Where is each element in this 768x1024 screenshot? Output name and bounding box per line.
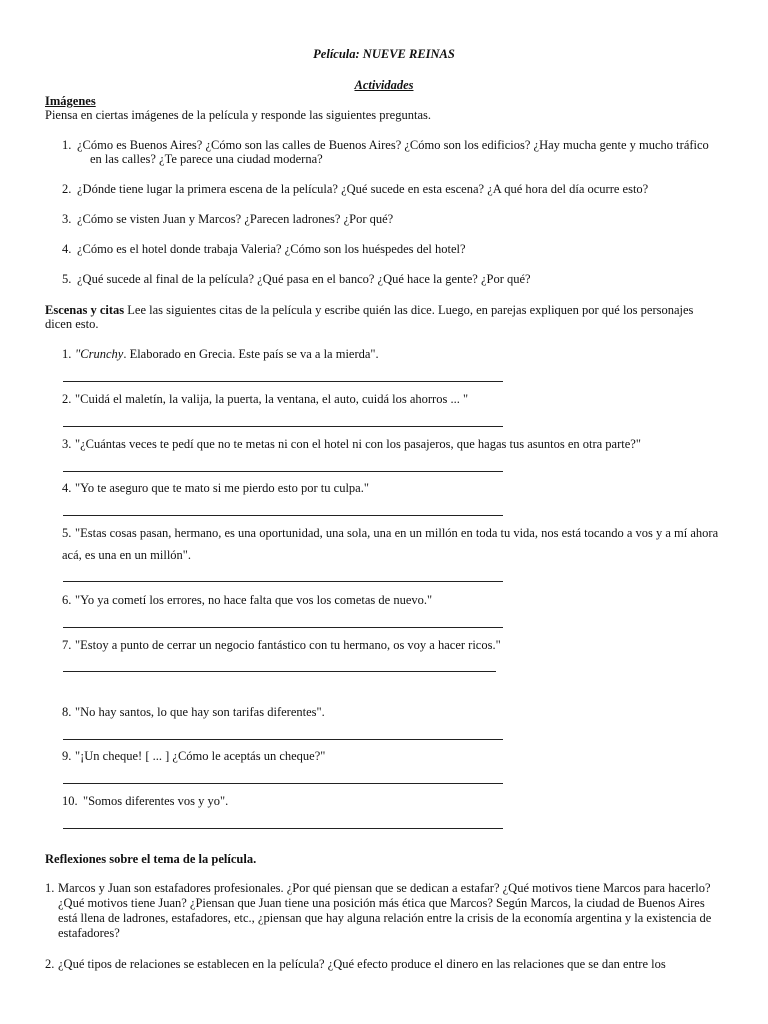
imagenes-question-text: ¿Cómo se visten Juan y Marcos? ¿Parecen ladrones? ¿Por qué? [77, 212, 394, 226]
reflexion-text: estafadores? [58, 926, 120, 940]
reflexion-number: 2. [45, 957, 55, 971]
answer-line[interactable] [63, 515, 503, 516]
quote-text: acá, es una en un millón". [62, 548, 192, 562]
quote-text: "Cuidá el maletín, la valija, la puerta, la ventana, el auto, cuidá los ahorros ... " [75, 392, 469, 406]
imagenes-question-text: ¿Qué sucede al final de la película? ¿Qué pasa en el banco? ¿Qué hace la gente? ¿Por qué? [77, 272, 531, 286]
quote-number: 1. [62, 347, 72, 361]
answer-line[interactable] [63, 671, 496, 672]
quote-text: "Yo te aseguro que te mato si me pierdo esto por tu culpa." [75, 481, 369, 495]
page-subtitle: Actividades [354, 78, 414, 92]
answer-line[interactable] [63, 581, 503, 582]
quote-italic-word: "Crunchy [75, 347, 124, 361]
answer-line[interactable] [63, 471, 503, 472]
quote-number: 3. [62, 437, 72, 451]
quote-number: 5. [62, 526, 72, 540]
quote-number: 10. [62, 794, 78, 808]
imagenes-question-number: 3. [62, 212, 72, 226]
reflexion-text: ¿Qué tipos de relaciones se establecen en la película? ¿Qué efecto produce el dinero en las relaciones que se dan entre los [58, 957, 666, 971]
reflexion-number: 1. [45, 881, 55, 895]
imagenes-question-text: ¿Cómo es el hotel donde trabaja Valeria? ¿Cómo son los huéspedes del hotel? [77, 242, 466, 256]
reflexion-text: Marcos y Juan son estafadores profesionales. ¿Por qué piensan que se dedican a estafar? ¿Qué motivos tiene Marcos para hacerlo? [58, 881, 711, 895]
imagenes-question-text: en las calles? ¿Te parece una ciudad moderna? [90, 152, 323, 166]
quote-text: "Yo ya cometí los errores, no hace falta que vos los cometas de nuevo." [75, 593, 433, 607]
answer-line[interactable] [63, 739, 503, 740]
quote-number: 7. [62, 638, 72, 652]
escenas-intro-text: Lee las siguientes citas de la película y escribe quién las dice. Luego, en parejas expliquen por qué los personajes [127, 303, 694, 317]
imagenes-question-text: ¿Cómo es Buenos Aires? ¿Cómo son las calles de Buenos Aires? ¿Cómo son los edificios? ¿Hay mucha gente y mucho tráfico [77, 138, 709, 152]
imagenes-question-number: 1. [62, 138, 72, 152]
imagenes-intro: Piensa en ciertas imágenes de la película y responde las siguientes preguntas. [45, 108, 431, 122]
quote-text: "¿Cuántas veces te pedí que no te metas ni con el hotel ni con los pasajeros, que hagas tus asuntos en otra parte?" [75, 437, 641, 451]
section-heading-escenas: Escenas y citas [45, 303, 125, 317]
quote-number: 4. [62, 481, 72, 495]
section-heading-reflexiones: Reflexiones sobre el tema de la película. [45, 852, 257, 866]
quote-text: "No hay santos, lo que hay son tarifas diferentes". [75, 705, 325, 719]
escenas-intro-line [45, 303, 693, 318]
quote-text-rest: . Elaborado en Grecia. Este país se va a la mierda". [123, 347, 379, 361]
quote-text: "Estas cosas pasan, hermano, es una oportunidad, una sola, una en un millón en toda tu vida, nos está tocando a vos y a mí ahora [75, 526, 719, 540]
quote-number: 2. [62, 392, 72, 406]
answer-line[interactable] [63, 426, 503, 427]
quote-text: "Estoy a punto de cerrar un negocio fantástico con tu hermano, os voy a hacer ricos." [75, 638, 501, 652]
reflexion-text: está llena de ladrones, estafadores, etc., ¿piensan que hay alguna relación entre la crisis de la economía argentina y la existencia de [58, 911, 712, 925]
quote-number: 8. [62, 705, 72, 719]
quote-number: 9. [62, 749, 72, 763]
imagenes-question-number: 5. [62, 272, 72, 286]
quote-text [75, 347, 379, 362]
answer-line[interactable] [63, 783, 503, 784]
escenas-intro-text: dicen esto. [45, 317, 99, 331]
quote-number: 6. [62, 593, 72, 607]
page-title: Película: NUEVE REINAS [313, 47, 455, 61]
answer-line[interactable] [63, 627, 503, 628]
imagenes-question-number: 2. [62, 182, 72, 196]
answer-line[interactable] [63, 828, 503, 829]
quote-text: "¡Un cheque! [ ... ] ¿Cómo le aceptás un cheque?" [75, 749, 326, 763]
reflexion-text: ¿Qué motivos tiene Juan? ¿Piensan que Juan tiene una posición más ética que Marcos? Según Marcos, la ciudad de Buenos Aires [58, 896, 705, 910]
section-heading-imagenes: Imágenes [45, 94, 96, 108]
quote-text: "Somos diferentes vos y yo". [83, 794, 229, 808]
imagenes-question-text: ¿Dónde tiene lugar la primera escena de la película? ¿Qué sucede en esta escena? ¿A qué hora del día ocurre esto? [77, 182, 649, 196]
answer-line[interactable] [63, 381, 503, 382]
imagenes-question-number: 4. [62, 242, 72, 256]
